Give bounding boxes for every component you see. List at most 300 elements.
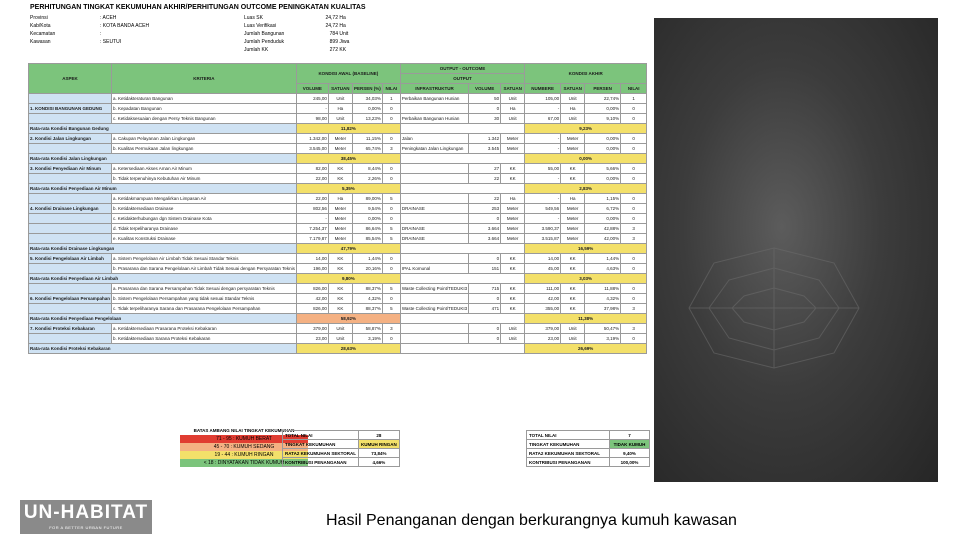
awal-volume: 196,00 [296, 264, 328, 274]
infrastruktur-cell [400, 294, 468, 304]
akhir-nilai: 0 [621, 174, 647, 184]
average-label: Rata-rata Kondisi Bangunan Gedung [29, 124, 297, 134]
summary-row [527, 458, 650, 467]
average-output [400, 314, 524, 324]
aspek-cell [29, 304, 112, 314]
akhir-volume: 549,56 [525, 204, 561, 214]
average-awal: 58,92% [296, 314, 400, 324]
awal-volume: - [296, 214, 328, 224]
awal-persen: 58,87% [352, 324, 382, 334]
average-row [29, 314, 647, 324]
average-awal: 9,80% [296, 274, 400, 284]
awal-volume: 826,00 [296, 284, 328, 294]
kriteria-cell: b. Prasarana dan Sarana Pengelolaan Air Limbah Tidak Sesuai dengan Persyaratan Teknis [112, 264, 297, 274]
aspek-cell [29, 214, 112, 224]
akhir-satuan: KK [561, 164, 585, 174]
output-volume: 0 [469, 294, 501, 304]
sheet-title: PERHITUNGAN TINGKAT KEKUMUHAN AKHIR/PERHITUNGAN OUTCOME PENINGKATAN KUALITAS [30, 4, 366, 11]
average-akhir: 16,59% [525, 244, 647, 254]
octagon-watermark [654, 18, 938, 482]
average-akhir: 11,38% [525, 314, 647, 324]
summary-akhir [526, 430, 650, 467]
average-akhir: 26,69% [525, 344, 647, 354]
meta-row [30, 38, 149, 46]
header-row-1 [29, 64, 647, 74]
output-satuan: KK [501, 174, 525, 184]
output-satuan: KK [501, 164, 525, 174]
summary-key: KONTRIBUSI PENANGANAN [527, 458, 610, 467]
table-row [29, 334, 647, 344]
header-output: OUTPUT [400, 74, 524, 84]
awal-volume: 7.254,37 [296, 224, 328, 234]
awal-satuan: Ha [328, 194, 352, 204]
awal-nilai: 0 [382, 174, 400, 184]
awal-volume: - [296, 104, 328, 114]
awal-volume: 22,00 [296, 194, 328, 204]
akhir-persen: 5,66% [585, 164, 621, 174]
output-volume: 0 [469, 334, 501, 344]
awal-nilai: 3 [382, 144, 400, 154]
akhir-volume: 45,00 [525, 264, 561, 274]
awal-volume: 82,00 [296, 164, 328, 174]
akhir-persen: 1,15% [585, 194, 621, 204]
aspek-cell [29, 284, 112, 294]
aspek-cell [29, 334, 112, 344]
header-col: SATUAN [328, 84, 352, 94]
average-akhir: 0,00% [525, 154, 647, 164]
akhir-nilai: 3 [621, 324, 647, 334]
akhir-nilai: 0 [621, 204, 647, 214]
average-akhir: 9,23% [525, 124, 647, 134]
infrastruktur-cell [400, 194, 468, 204]
output-volume: 3.664 [469, 224, 501, 234]
akhir-satuan: KK [561, 294, 585, 304]
average-awal: 38,45% [296, 154, 400, 164]
average-row [29, 154, 647, 164]
akhir-satuan: Ha [561, 104, 585, 114]
summary-key: TINGKAT KEKUMUHAN [527, 440, 610, 449]
awal-persen: 0,00% [352, 104, 382, 114]
summary-key: TOTAL NILAI [283, 431, 359, 440]
summary-row [283, 431, 400, 440]
akhir-volume: 67,00 [525, 114, 561, 124]
output-volume: 3.664 [469, 234, 501, 244]
awal-persen: 11,15% [352, 134, 382, 144]
awal-nilai: 0 [382, 334, 400, 344]
table-row [29, 134, 647, 144]
akhir-volume: 3.515,87 [525, 234, 561, 244]
akhir-persen: 50,47% [585, 324, 621, 334]
table-row [29, 174, 647, 184]
awal-nilai: 5 [382, 304, 400, 314]
infrastruktur-cell: Waste Collecting Point/TEDUKI3 [400, 284, 468, 294]
summary-key: TINGKAT KEKUMUHAN [283, 440, 359, 449]
average-akhir: 3,03% [525, 274, 647, 284]
infrastruktur-cell [400, 174, 468, 184]
kekumuhan-table [28, 63, 647, 354]
average-row [29, 124, 647, 134]
infrastruktur-cell [400, 214, 468, 224]
summary-row [283, 458, 400, 467]
akhir-volume: 14,00 [525, 254, 561, 264]
meta-row [30, 14, 149, 22]
aspek-cell [29, 264, 112, 274]
meta-row [244, 22, 349, 30]
summary-awal [282, 430, 400, 467]
summary-row [527, 431, 650, 440]
output-satuan: Ha [501, 104, 525, 114]
aspek-cell [29, 144, 112, 154]
average-awal: 5,35% [296, 184, 400, 194]
meta-key: Provinsi [30, 15, 48, 21]
summary-row [527, 440, 650, 449]
output-satuan: Meter [501, 134, 525, 144]
output-satuan: Meter [501, 224, 525, 234]
table-row [29, 104, 647, 114]
awal-persen: 65,74% [352, 144, 382, 154]
awal-satuan: Unit [328, 334, 352, 344]
unhabitat-logo: UN-HABITAT FOR A BETTER URBAN FUTURE [20, 500, 152, 534]
output-volume: 3.545 [469, 144, 501, 154]
average-output [400, 244, 524, 254]
akhir-satuan: Meter [561, 204, 585, 214]
average-label: Rata-rata Kondisi Drainase Lingkungan [29, 244, 297, 254]
awal-persen: 88,37% [352, 284, 382, 294]
awal-persen: 34,03% [352, 94, 382, 104]
summary-key: RATA2 KEKUMUHAN SEKTORAL [283, 449, 359, 458]
header-kondisi-akhir: KONDISI AKHIR [525, 64, 647, 84]
akhir-satuan: KK [561, 254, 585, 264]
infrastruktur-cell [400, 334, 468, 344]
awal-volume: 14,00 [296, 254, 328, 264]
akhir-nilai: 0 [621, 134, 647, 144]
awal-nilai: 0 [382, 214, 400, 224]
akhir-persen: 0,00% [585, 134, 621, 144]
right-rail [938, 18, 960, 482]
output-satuan: KK [501, 304, 525, 314]
average-label: Rata-rata Kondisi Proteksi Kebakaran [29, 344, 297, 354]
table-row [29, 224, 647, 234]
awal-satuan: Meter [328, 134, 352, 144]
meta-value: : [100, 31, 102, 37]
output-satuan: KK [501, 284, 525, 294]
kriteria-cell: a. Ketersediaan Akses Aman Air Minum [112, 164, 297, 174]
meta-key: Luas SK [244, 15, 263, 21]
average-row [29, 184, 647, 194]
kriteria-cell: e. Kualitas Konstruksi Drainase [112, 234, 297, 244]
akhir-satuan: Unit [561, 334, 585, 344]
awal-nilai: 1 [382, 94, 400, 104]
table-row [29, 144, 647, 154]
awal-volume: 826,00 [296, 304, 328, 314]
meta-row [244, 14, 349, 22]
akhir-satuan: Unit [561, 94, 585, 104]
infrastruktur-cell: DRAINASE [400, 234, 468, 244]
output-satuan: KK [501, 294, 525, 304]
kriteria-cell: c. Tidak terpeliharanya Sarana dan Prasarana Pengelolaan Persampahan [112, 304, 297, 314]
awal-satuan: KK [328, 264, 352, 274]
output-volume: 471 [469, 304, 501, 314]
average-akhir: 2,83% [525, 184, 647, 194]
average-label: Rata-rata Kondisi Jalan Lingkungan [29, 154, 297, 164]
output-volume: 0 [469, 214, 501, 224]
output-satuan: Ha [501, 194, 525, 204]
table-row [29, 164, 647, 174]
output-volume: 253 [469, 204, 501, 214]
kriteria-cell: a. Ketidakteraturan Bangunan [112, 94, 297, 104]
awal-satuan: KK [328, 164, 352, 174]
awal-nilai: 0 [382, 264, 400, 274]
kriteria-cell: a. Ketidakmampuan Mengalirkan Limpasan Air [112, 194, 297, 204]
output-volume: 22 [469, 194, 501, 204]
average-awal: 11,82% [296, 124, 400, 134]
summary-row [283, 449, 400, 458]
table-row [29, 214, 647, 224]
awal-volume: 42,00 [296, 294, 328, 304]
awal-nilai: 0 [382, 114, 400, 124]
header-col: INFRASTRUKTUR [400, 84, 468, 94]
akhir-persen: 4,63% [585, 264, 621, 274]
awal-persen: 13,23% [352, 114, 382, 124]
meta-key: Jumlah Penduduk [244, 39, 285, 45]
table-row [29, 194, 647, 204]
average-label: Rata-rata Kondisi Penyediaan Air Minum [29, 184, 297, 194]
akhir-persen: 42,88% [585, 224, 621, 234]
kriteria-cell: a. Ketidaktersediaan Prasarana Proteksi Kebakaran [112, 324, 297, 334]
output-volume: 50 [469, 94, 501, 104]
header-col: SATUAN [501, 84, 525, 94]
summary-row [527, 449, 650, 458]
akhir-nilai: 0 [621, 214, 647, 224]
awal-volume: 98,00 [296, 114, 328, 124]
awal-satuan: Unit [328, 324, 352, 334]
table-row [29, 284, 647, 294]
legend-title: BATAS AMBANG NILAI TINGKAT KEKUMUHAN [193, 428, 295, 433]
kriteria-cell: b. Kualitas Permukaan Jalan lingkungan [112, 144, 297, 154]
kriteria-cell: b. Kepadatan Bangunan [112, 104, 297, 114]
kriteria-cell: a. Prasarana dan Sarana Persampahan Tidak Sesuai dengan persyaratan Teknis [112, 284, 297, 294]
average-row [29, 244, 647, 254]
output-volume: 0 [469, 104, 501, 114]
akhir-persen: 1,44% [585, 254, 621, 264]
average-output [400, 124, 524, 134]
awal-nilai: 0 [382, 254, 400, 264]
kriteria-cell: a. Cakupan Pelayanan Jalan Lingkungan [112, 134, 297, 144]
awal-volume: 3.545,00 [296, 144, 328, 154]
akhir-volume: - [525, 134, 561, 144]
akhir-nilai: 1 [621, 94, 647, 104]
header-col: NILAI [382, 84, 400, 94]
awal-persen: 8,44% [352, 164, 382, 174]
awal-persen: 0,00% [352, 214, 382, 224]
awal-persen: 1,44% [352, 254, 382, 264]
kriteria-cell: b. Tidak terpenuhinya Kebutuhan Air Minum [112, 174, 297, 184]
awal-volume: 22,00 [296, 174, 328, 184]
awal-persen: 89,00% [352, 194, 382, 204]
table-row [29, 264, 647, 274]
awal-satuan: Meter [328, 224, 352, 234]
akhir-satuan: Meter [561, 144, 585, 154]
infrastruktur-cell [400, 104, 468, 114]
summary-value: 100,00% [609, 458, 649, 467]
legend-item: 19 - 44 : KUMUH RINGAN [180, 451, 308, 459]
legend-item: < 18 : DINYATAKAN TIDAK KUMUH [180, 459, 308, 467]
output-volume: 151 [469, 264, 501, 274]
akhir-satuan: Meter [561, 224, 585, 234]
akhir-volume: 23,00 [525, 334, 561, 344]
akhir-persen: 0,00% [585, 174, 621, 184]
awal-volume: 1.342,00 [296, 134, 328, 144]
akhir-nilai: 3 [621, 234, 647, 244]
meta-value: : ACEH [100, 15, 117, 21]
header-col: NILAI [621, 84, 647, 94]
akhir-satuan: Meter [561, 234, 585, 244]
aspek-cell: 1. KONDISI BANGUNAN GEDUNG [29, 104, 112, 114]
kriteria-cell: c. Ketidakterhubungan dgn Sistem Drainase Kota [112, 214, 297, 224]
output-volume: 22 [469, 174, 501, 184]
dark-slide-panel [654, 18, 938, 482]
summary-value: TIDAK KUMUH [609, 440, 649, 449]
meta-value: : SEUTUI [100, 39, 122, 45]
summary-key: RATA2 KEKUMUHAN SEKTORAL [527, 449, 610, 458]
aspek-cell: 6. Kondisi Pengelolaan Persampahan [29, 294, 112, 304]
meta-value: 899 [329, 39, 338, 45]
awal-nilai: 5 [382, 194, 400, 204]
output-volume: 27 [469, 164, 501, 174]
akhir-persen: 9,10% [585, 114, 621, 124]
aspek-cell: 2. Kondisi Jalan Lingkungan [29, 134, 112, 144]
awal-nilai: 5 [382, 284, 400, 294]
meta-row [30, 22, 149, 30]
akhir-nilai: 0 [621, 264, 647, 274]
spreadsheet-image [28, 0, 654, 482]
header-col: VOLUME [296, 84, 328, 94]
awal-satuan: KK [328, 174, 352, 184]
meta-unit: Ha [338, 23, 346, 29]
akhir-persen: 42,00% [585, 234, 621, 244]
akhir-satuan: KK [561, 264, 585, 274]
akhir-nilai: 0 [621, 104, 647, 114]
summary-value: KUMUH RINGAN [359, 440, 400, 449]
average-output [400, 274, 524, 284]
awal-volume: 7.179,87 [296, 234, 328, 244]
meta-value: 272 [329, 47, 338, 53]
awal-volume: 23,00 [296, 334, 328, 344]
akhir-nilai: 0 [621, 284, 647, 294]
output-satuan: Unit [501, 324, 525, 334]
akhir-persen: 0,00% [585, 104, 621, 114]
output-satuan: Unit [501, 334, 525, 344]
kriteria-cell: b. Ketidaktersediaan Drainase [112, 204, 297, 214]
awal-nilai: 0 [382, 204, 400, 214]
akhir-persen: 0,00% [585, 144, 621, 154]
awal-persen: 88,37% [352, 304, 382, 314]
output-satuan: Meter [501, 144, 525, 154]
awal-volume: 245,00 [296, 94, 328, 104]
average-label: Rata-rata Kondisi Penyediaan Air Limbah [29, 274, 297, 284]
akhir-persen: 37,98% [585, 304, 621, 314]
meta-key: Luas Verifikasi [244, 23, 277, 29]
meta-unit: Unit [338, 31, 349, 37]
akhir-volume: 55,00 [525, 164, 561, 174]
kriteria-cell: a. Sistem Pengelolaan Air Limbah Tidak Sesuai Standar Teknis [112, 254, 297, 264]
akhir-volume: - [525, 214, 561, 224]
akhir-satuan: Unit [561, 114, 585, 124]
meta-row [244, 46, 349, 54]
awal-persen: 86,64% [352, 224, 382, 234]
akhir-nilai: 0 [621, 114, 647, 124]
header-kriteria: KRITERIA [112, 64, 297, 94]
meta-row [30, 30, 149, 38]
summary-value: 4,66% [359, 458, 400, 467]
kriteria-cell: b. Sistem Pengelolaan Persampahan yang tidak sesuai Standar Teknis [112, 294, 297, 304]
meta-unit: Ha [338, 15, 346, 21]
akhir-volume: 379,00 [525, 324, 561, 334]
akhir-volume: - [525, 144, 561, 154]
akhir-nilai: 0 [621, 194, 647, 204]
awal-satuan: Meter [328, 204, 352, 214]
infrastruktur-cell: IPAL Komunal [400, 264, 468, 274]
table-row [29, 114, 647, 124]
akhir-volume: - [525, 174, 561, 184]
awal-nilai: 0 [382, 164, 400, 174]
meta-unit: Jiwa [338, 39, 350, 45]
awal-nilai: 0 [382, 134, 400, 144]
output-volume: 0 [469, 324, 501, 334]
awal-volume: 802,56 [296, 204, 328, 214]
output-satuan: Unit [501, 94, 525, 104]
akhir-persen: 4,32% [585, 294, 621, 304]
aspek-cell: 7. Kondisi Proteksi Kebakaran [29, 324, 112, 334]
akhir-persen: 11,88% [585, 284, 621, 294]
awal-satuan: KK [328, 284, 352, 294]
awal-nilai: 0 [382, 104, 400, 114]
slide-caption: Hasil Penanganan dengan berkurangnya kumuh kawasan [326, 512, 737, 529]
header-kondisi-awal: KONDISI AWAL (BASELINE) [296, 64, 400, 84]
meta-unit: KK [338, 47, 347, 53]
meta-value: : KOTA BANDA ACEH [100, 23, 150, 29]
akhir-persen: 6,72% [585, 204, 621, 214]
table-row [29, 94, 647, 104]
average-awal: 28,63% [296, 344, 400, 354]
table-row [29, 234, 647, 244]
legend-item: 45 - 70 : KUMUH SEDANG [180, 443, 308, 451]
summary-key: TOTAL NILAI [527, 431, 610, 440]
summary-row [283, 440, 400, 449]
awal-persen: 2,26% [352, 174, 382, 184]
awal-volume: 379,00 [296, 324, 328, 334]
awal-satuan: Meter [328, 214, 352, 224]
akhir-volume: 355,00 [525, 304, 561, 314]
awal-satuan: KK [328, 254, 352, 264]
akhir-satuan: Unit [561, 324, 585, 334]
header-col: PERSEN [585, 84, 621, 94]
infrastruktur-cell [400, 164, 468, 174]
meta-key: Kecamatan [30, 31, 56, 37]
awal-persen: 9,54% [352, 204, 382, 214]
aspek-cell: 5. Kondisi Pengelolaan Air Limbah [29, 254, 112, 264]
average-row [29, 274, 647, 284]
meta-key: Jumlah KK [244, 47, 269, 53]
awal-satuan: Meter [328, 234, 352, 244]
akhir-satuan: Meter [561, 134, 585, 144]
akhir-volume: - [525, 104, 561, 114]
kriteria-cell: c. Ketidaksesuaian dengan Persy Teknis Bangunan [112, 114, 297, 124]
akhir-nilai: 0 [621, 254, 647, 264]
akhir-satuan: KK [561, 304, 585, 314]
awal-satuan: Meter [328, 144, 352, 154]
akhir-nilai: 0 [621, 334, 647, 344]
